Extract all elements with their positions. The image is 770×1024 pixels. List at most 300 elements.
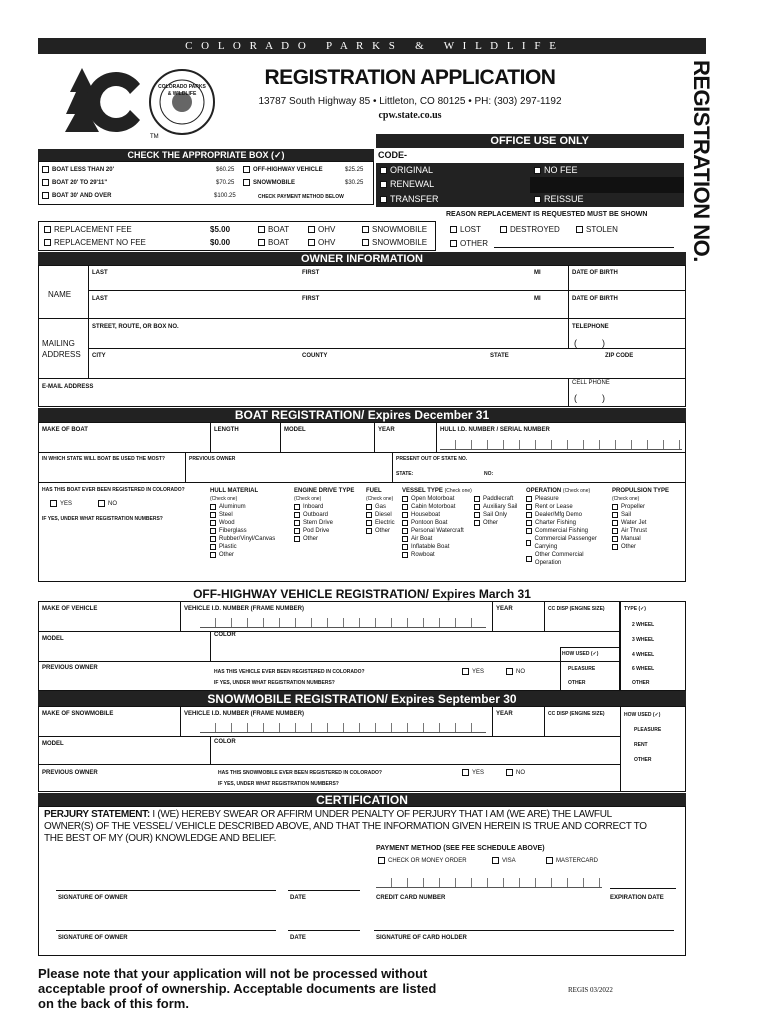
checkbox[interactable] [500, 226, 507, 233]
ohv-vin-boxes[interactable] [200, 618, 486, 628]
op-comm-fishing[interactable] [526, 527, 610, 535]
checkbox[interactable] [362, 239, 369, 246]
perjury-label: PERJURY STATEMENT: [44, 809, 150, 820]
fuel-other[interactable] [366, 527, 395, 535]
snow-registered-no[interactable] [506, 769, 525, 776]
fuel-diesel[interactable] [366, 511, 395, 519]
city-label: CITY [92, 353, 106, 359]
snow-cc-label: CC DISP (ENGINE SIZE) [548, 711, 605, 717]
option-label: Cabin Motorboat [411, 504, 456, 510]
vessel-cabin[interactable] [402, 503, 472, 511]
option-label: Other [219, 552, 235, 558]
vessel-houseboat[interactable] [402, 511, 472, 519]
checkbox[interactable] [492, 857, 499, 864]
checkbox[interactable] [210, 504, 216, 510]
hull-other[interactable] [210, 551, 275, 559]
reason-title: REASON REPLACEMENT IS REQUESTED MUST BE SHOWN [446, 211, 648, 218]
ohv-model-label: MODEL [42, 636, 64, 642]
checkbox[interactable] [366, 512, 372, 518]
boat-make-label: MAKE OF BOAT [42, 427, 88, 433]
hull-wood[interactable] [210, 519, 275, 527]
vessel-type-group [402, 487, 472, 559]
checkbox[interactable] [450, 240, 457, 247]
snow-previous-owner-label: PREVIOUS OWNER [42, 770, 98, 776]
ohv-type-6wheel[interactable]: 6 WHEEL [632, 666, 655, 672]
office-code: CODE- [378, 150, 407, 160]
checkbox[interactable] [380, 181, 387, 188]
option-label: Pleasure [535, 496, 559, 502]
signature-cardholder-label: SIGNATURE OF CARD HOLDER [376, 935, 467, 941]
checkbox[interactable] [258, 226, 265, 233]
hull-id-boxes[interactable] [440, 440, 682, 450]
checkbox[interactable] [526, 540, 531, 546]
type-label: SNOWMOBILE [372, 238, 428, 247]
op-pleasure[interactable] [526, 495, 610, 503]
office-reissue[interactable] [534, 194, 584, 204]
office-no-fee[interactable] [534, 165, 578, 175]
replace-boat-nofee[interactable] [258, 238, 289, 247]
fuel-title: FUEL [366, 488, 382, 494]
fee-boat-20-29[interactable] [42, 179, 107, 186]
office-label: REISSUE [544, 194, 584, 204]
checkbox[interactable] [44, 239, 51, 246]
engine-other[interactable] [294, 535, 358, 543]
boat-registered-yes[interactable] [50, 500, 72, 507]
checkbox[interactable] [526, 556, 532, 562]
fee-snowmobile[interactable] [243, 179, 295, 186]
checkbox[interactable] [402, 552, 408, 558]
snow-use-other[interactable]: OTHER [634, 757, 652, 763]
card-number-boxes[interactable] [376, 878, 602, 888]
reason-label: STOLEN [586, 225, 618, 234]
option-label: VISA [502, 857, 516, 864]
zip-label: ZIP CODE [605, 353, 634, 359]
checkbox[interactable] [612, 504, 618, 510]
checkbox[interactable] [612, 528, 618, 534]
check-one-note: (Check one) [210, 496, 238, 502]
prop-airthrust[interactable] [612, 527, 682, 535]
checkbox[interactable] [243, 166, 250, 173]
last-name-label: LAST [92, 270, 108, 276]
note-line-3: on the back of this form. [38, 996, 189, 1011]
type-label: BOAT [268, 225, 290, 234]
telephone-field[interactable]: ( ) [574, 338, 605, 348]
option-label: Propeller [621, 504, 646, 510]
mi-label: MI [534, 270, 541, 276]
snow-vin-boxes[interactable] [200, 723, 486, 733]
signature-owner-label-2: SIGNATURE OF OWNER [58, 935, 128, 941]
certification-header: CERTIFICATION [38, 793, 686, 806]
note-line-1: Please note that your application will not be processed without [38, 966, 428, 981]
option-label: Plastic [219, 544, 237, 550]
office-address: 13787 South Highway 85 • Littleton, CO 80125 • PH: (303) 297-1192 [258, 96, 562, 107]
checkbox[interactable] [526, 520, 532, 526]
snow-color-label: COLOR [214, 739, 236, 745]
checkbox[interactable] [526, 496, 532, 502]
office-renewal[interactable] [380, 179, 434, 189]
ohv-type-label: TYPE (✓) [624, 606, 646, 612]
checkbox[interactable] [210, 544, 216, 550]
proof-of-ownership-note [38, 966, 436, 1011]
fee-amount: $25.25 [345, 167, 364, 173]
fee-label: BOAT LESS THAN 20' [52, 166, 114, 173]
checkbox[interactable] [474, 504, 480, 510]
fee-boat-lt20[interactable] [42, 166, 114, 173]
checkbox[interactable] [402, 512, 408, 518]
cell-phone-field[interactable]: ( ) [574, 393, 605, 403]
replace-ohv-nofee[interactable] [308, 238, 335, 247]
checkbox[interactable] [534, 167, 541, 174]
state-label: STATE [490, 353, 509, 359]
option-label: Steel [219, 512, 233, 518]
ohv-use-pleasure[interactable]: PLEASURE [568, 666, 596, 672]
checkbox[interactable] [474, 496, 480, 502]
pay-check[interactable] [378, 857, 467, 864]
engine-pod[interactable] [294, 527, 358, 535]
option-label: Diesel [375, 512, 392, 518]
ohv-vin-label: VEHICLE I.D. NUMBER (FRAME NUMBER) [184, 606, 304, 612]
checkbox[interactable] [42, 179, 49, 186]
option-label: Water Jet [621, 520, 647, 526]
checkbox[interactable] [612, 536, 618, 542]
option-label: Personal Watercraft [411, 528, 464, 534]
option-label: Air Thrust [621, 528, 647, 534]
vessel-type-title: VESSEL TYPE [402, 488, 443, 494]
checkbox[interactable] [402, 504, 408, 510]
checkbox[interactable] [402, 520, 408, 526]
street-label: STREET, ROUTE, OR BOX NO. [92, 324, 179, 330]
prop-other[interactable] [612, 543, 682, 551]
checkbox[interactable] [402, 536, 408, 542]
fee-boat-30plus[interactable] [42, 192, 111, 199]
reason-stolen[interactable] [576, 225, 618, 234]
checkbox[interactable] [526, 528, 532, 534]
perjury-statement [44, 809, 674, 845]
ohv-type-2wheel[interactable]: 2 WHEEL [632, 622, 655, 628]
ohv-type-other[interactable]: OTHER [632, 680, 650, 686]
office-transfer[interactable] [380, 194, 439, 204]
check-one-note: (Check one) [366, 496, 394, 502]
option-label: Open Motorboat [411, 496, 455, 502]
replacement-no-fee[interactable] [44, 238, 146, 247]
checkbox[interactable] [308, 226, 315, 233]
checkbox[interactable] [294, 536, 300, 542]
checkbox[interactable] [506, 668, 513, 675]
checkbox[interactable] [380, 196, 387, 203]
propulsion-title: PROPULSION TYPE [612, 488, 670, 494]
ohv-registered-question: HAS THIS VEHICLE EVER BEEN REGISTERED IN COLORADO? [214, 669, 365, 675]
check-one-note: (Check one) [612, 496, 640, 502]
ohv-if-yes-label: IF YES, UNDER WHAT REGISTRATION NUMBERS? [214, 680, 335, 686]
ohv-use-other[interactable]: OTHER [568, 680, 586, 686]
checkbox[interactable] [576, 226, 583, 233]
snow-registered-yes[interactable] [462, 769, 484, 776]
which-state-label: IN WHICH STATE WILL BOAT BE USED THE MOST? [42, 456, 165, 462]
vessel-airboat[interactable] [402, 535, 472, 543]
checkbox[interactable] [50, 500, 57, 507]
pay-visa[interactable] [492, 857, 516, 864]
check-box-header: CHECK THE APPROPRIATE BOX (✓) [38, 149, 374, 161]
office-label: TRANSFER [390, 194, 439, 204]
logo-seal-text: COLORADO PARKS & WILDLIFE [158, 84, 206, 97]
checkbox[interactable] [366, 528, 372, 534]
hull-material-group [210, 487, 275, 559]
hull-plastic[interactable] [210, 543, 275, 551]
option-label: Commercial Fishing [535, 528, 589, 534]
prop-sail[interactable] [612, 511, 682, 519]
office-label: ORIGINAL [390, 165, 434, 175]
snow-if-yes-label: IF YES, UNDER WHAT REGISTRATION NUMBERS? [218, 781, 339, 787]
reason-other[interactable] [450, 239, 488, 248]
name-label: NAME [48, 290, 72, 299]
checkbox[interactable] [98, 500, 105, 507]
fee-amount: $60.25 [216, 167, 235, 173]
op-charter[interactable] [526, 519, 610, 527]
boat-previous-owner-label: PREVIOUS OWNER [189, 456, 236, 462]
office-label: RENEWAL [390, 179, 435, 189]
checkbox[interactable] [474, 520, 480, 526]
snow-how-used-label: HOW USED (✓) [624, 712, 661, 718]
checkbox[interactable] [546, 857, 553, 864]
option-label: Other [621, 544, 637, 550]
payment-note: CHECK PAYMENT METHOD BELOW [258, 194, 344, 200]
hull-fiberglass[interactable] [210, 527, 275, 535]
boat-registered-question: HAS THIS BOAT EVER BEEN REGISTERED IN COLORADO? [42, 487, 185, 493]
reason-lost[interactable] [450, 225, 481, 234]
option-label: Commercial Passenger Carrying [534, 536, 597, 550]
vessel-auxsail[interactable] [474, 503, 517, 511]
type-label: SNOWMOBILE [372, 225, 428, 234]
snow-make-label: MAKE OF SNOWMOBILE [42, 711, 114, 717]
checkbox[interactable] [402, 528, 408, 534]
replace-snowmobile-nofee[interactable] [362, 238, 427, 247]
vessel-open[interactable] [402, 495, 472, 503]
office-original[interactable] [380, 165, 433, 175]
checkbox[interactable] [362, 226, 369, 233]
option-label: Inboard [303, 504, 324, 510]
checkbox[interactable] [526, 512, 532, 518]
option-label: Pod Drive [303, 528, 330, 534]
type-label: OHV [318, 225, 336, 234]
replacement-fee[interactable] [44, 225, 132, 234]
checkbox[interactable] [210, 536, 216, 542]
reason-label: DESTROYED [510, 225, 560, 234]
engine-drive-group [294, 487, 358, 543]
checkbox[interactable] [294, 512, 300, 518]
mailing-address-label: MAILING ADDRESS [42, 339, 81, 359]
checkbox[interactable] [380, 167, 387, 174]
checkbox[interactable] [210, 552, 216, 558]
engine-inboard[interactable] [294, 503, 358, 511]
engine-outboard[interactable] [294, 511, 358, 519]
option-label: Auxiliary Sail [483, 504, 518, 510]
checkbox[interactable] [612, 544, 618, 550]
ohv-color-label: COLOR [214, 632, 236, 638]
ohv-year-label: YEAR [496, 606, 513, 612]
option-label: Other [483, 520, 499, 526]
date-label: DATE [290, 895, 306, 901]
option-label: Other [375, 528, 391, 534]
date-label-2: DATE [290, 935, 306, 941]
checkbox[interactable] [294, 520, 300, 526]
email-label: E-MAIL ADDRESS [42, 384, 94, 390]
checkbox[interactable] [294, 528, 300, 534]
type-label: BOAT [268, 238, 290, 247]
present-no-label: NO: [484, 471, 494, 477]
hull-steel[interactable] [210, 511, 275, 519]
checkbox[interactable] [474, 512, 480, 518]
checkbox[interactable] [243, 179, 250, 186]
checkbox[interactable] [42, 166, 49, 173]
op-dealer[interactable] [526, 511, 610, 519]
boat-year-label: YEAR [378, 427, 395, 433]
checkbox[interactable] [366, 504, 372, 510]
checkbox[interactable] [366, 520, 372, 526]
op-other-comm[interactable] [526, 551, 610, 567]
replace-snowmobile[interactable] [362, 225, 427, 234]
vessel-sailonly[interactable] [474, 511, 517, 519]
engine-stern[interactable] [294, 519, 358, 527]
cell-phone-label: CELL PHONE [572, 380, 610, 386]
checkbox[interactable] [42, 192, 49, 199]
replacement-amount: $5.00 [210, 225, 231, 234]
vessel-paddle[interactable] [474, 495, 517, 503]
reason-destroyed[interactable] [500, 225, 560, 234]
replace-ohv[interactable] [308, 225, 335, 234]
fee-amount: $100.25 [214, 193, 236, 199]
propulsion-group [612, 487, 682, 551]
checkbox[interactable] [402, 496, 408, 502]
prop-propeller[interactable] [612, 503, 682, 511]
snow-vin-label: VEHICLE I.D. NUMBER (FRAME NUMBER) [184, 711, 304, 717]
option-label: CHECK OR MONEY ORDER [388, 857, 467, 864]
vessel-pontoon[interactable] [402, 519, 472, 527]
checkbox[interactable] [210, 512, 216, 518]
hull-aluminum[interactable] [210, 503, 275, 511]
prop-waterjet[interactable] [612, 519, 682, 527]
checkbox[interactable] [294, 504, 300, 510]
check-one-note: (Check one) [444, 488, 472, 494]
option-label: Stern Drive [303, 520, 334, 526]
fee-label: SNOWMOBILE [253, 179, 295, 186]
option-label: Aluminum [219, 504, 246, 510]
checkbox[interactable] [44, 226, 51, 233]
ohv-type-3wheel[interactable]: 3 WHEEL [632, 637, 655, 643]
hull-id-label: HULL I.D. NUMBER / SERIAL NUMBER [440, 427, 550, 433]
form-id: REGIS 03/2022 [568, 986, 613, 994]
yes-label: YES [472, 769, 485, 776]
ohv-how-used-label: HOW USED (✓) [562, 651, 599, 657]
operation-title: OPERATION [526, 488, 562, 494]
pay-mastercard[interactable] [546, 857, 598, 864]
registration-number-label: REGISTRATION NO. [689, 60, 714, 262]
ohv-previous-owner-label: PREVIOUS OWNER [42, 665, 98, 671]
yes-label: YES [472, 668, 485, 675]
ohv-registered-no[interactable] [506, 668, 525, 675]
checkbox[interactable] [526, 504, 532, 510]
telephone-label: TELEPHONE [572, 324, 609, 330]
hull-material-title: HULL MATERIAL [210, 488, 259, 494]
county-label: COUNTY [302, 353, 328, 359]
checkbox[interactable] [308, 239, 315, 246]
ohv-make-label: MAKE OF VEHICLE [42, 606, 98, 612]
fee-ohv[interactable] [243, 166, 323, 173]
fuel-group [366, 487, 395, 535]
fee-amount: $30.25 [345, 180, 364, 186]
no-label: NO [516, 668, 525, 675]
type-label: OHV [318, 238, 336, 247]
option-label: Houseboat [411, 512, 441, 518]
hull-rubber[interactable] [210, 535, 275, 543]
present-out-label: PRESENT OUT OF STATE NO. [396, 456, 468, 462]
first-name-label: FIRST [302, 270, 320, 276]
prop-manual[interactable] [612, 535, 682, 543]
office-use-header: OFFICE USE ONLY [376, 134, 684, 148]
checkbox[interactable] [506, 769, 513, 776]
vessel-pwc[interactable] [402, 527, 472, 535]
yes-label: YES [60, 500, 73, 507]
ohv-registration-header: OFF-HIGHWAY VEHICLE REGISTRATION/ Expires March 31 [38, 586, 686, 601]
no-label: NO [516, 769, 525, 776]
fee-label: BOAT 30' AND OVER [52, 192, 112, 199]
replacement-amount: $0.00 [210, 238, 231, 247]
boat-if-yes-label: IF YES, UNDER WHAT REGISTRATION NUMBERS? [42, 516, 163, 522]
snow-year-label: YEAR [496, 711, 513, 717]
page-title: REGISTRATION APPLICATION [264, 66, 556, 89]
operation-group [526, 487, 610, 567]
checkbox[interactable] [210, 520, 216, 526]
snow-registered-question: HAS THIS SNOWMOBILE EVER BEEN REGISTERED IN COLORADO? [218, 770, 382, 776]
checkbox[interactable] [612, 520, 618, 526]
ohv-registered-yes[interactable] [462, 668, 484, 675]
ohv-cc-label: CC DISP (ENGINE SIZE) [548, 606, 605, 612]
vessel-inflatable[interactable] [402, 543, 472, 551]
tm-mark: TM [150, 134, 159, 140]
boat-length-label: LENGTH [214, 427, 239, 433]
checkbox[interactable] [402, 544, 408, 550]
option-label: Electric [375, 520, 395, 526]
first-name-label-2: FIRST [302, 296, 320, 302]
vessel-rowboat[interactable] [402, 551, 472, 559]
checkbox[interactable] [210, 528, 216, 534]
checkbox[interactable] [534, 196, 541, 203]
option-label: Fiberglass [219, 528, 247, 534]
op-rent[interactable] [526, 503, 610, 511]
option-label: Inflatable Boat [411, 544, 450, 550]
checkbox[interactable] [378, 857, 385, 864]
checkbox[interactable] [612, 512, 618, 518]
snow-use-pleasure[interactable]: PLEASURE [634, 727, 662, 733]
ohv-type-4wheel[interactable]: 4 WHEEL [632, 652, 655, 658]
checkbox[interactable] [462, 769, 469, 776]
fuel-electric[interactable] [366, 519, 395, 527]
checkbox[interactable] [258, 239, 265, 246]
fuel-gas[interactable] [366, 503, 395, 511]
payment-method-label: PAYMENT METHOD (SEE FEE SCHEDULE ABOVE) [376, 845, 545, 852]
replace-boat[interactable] [258, 225, 289, 234]
boat-registered-no[interactable] [98, 500, 117, 507]
checkbox[interactable] [462, 668, 469, 675]
op-comm-passenger[interactable] [526, 535, 610, 551]
option-label: Rowboat [411, 552, 435, 558]
note-line-2: acceptable proof of ownership. Acceptable documents are listed [38, 981, 437, 996]
checkbox[interactable] [450, 226, 457, 233]
option-label: Sail [621, 512, 632, 518]
snow-use-rent[interactable]: RENT [634, 742, 648, 748]
vessel-type-group-2 [474, 495, 517, 527]
vessel-other[interactable] [474, 519, 517, 527]
mi-label-2: MI [534, 296, 541, 302]
